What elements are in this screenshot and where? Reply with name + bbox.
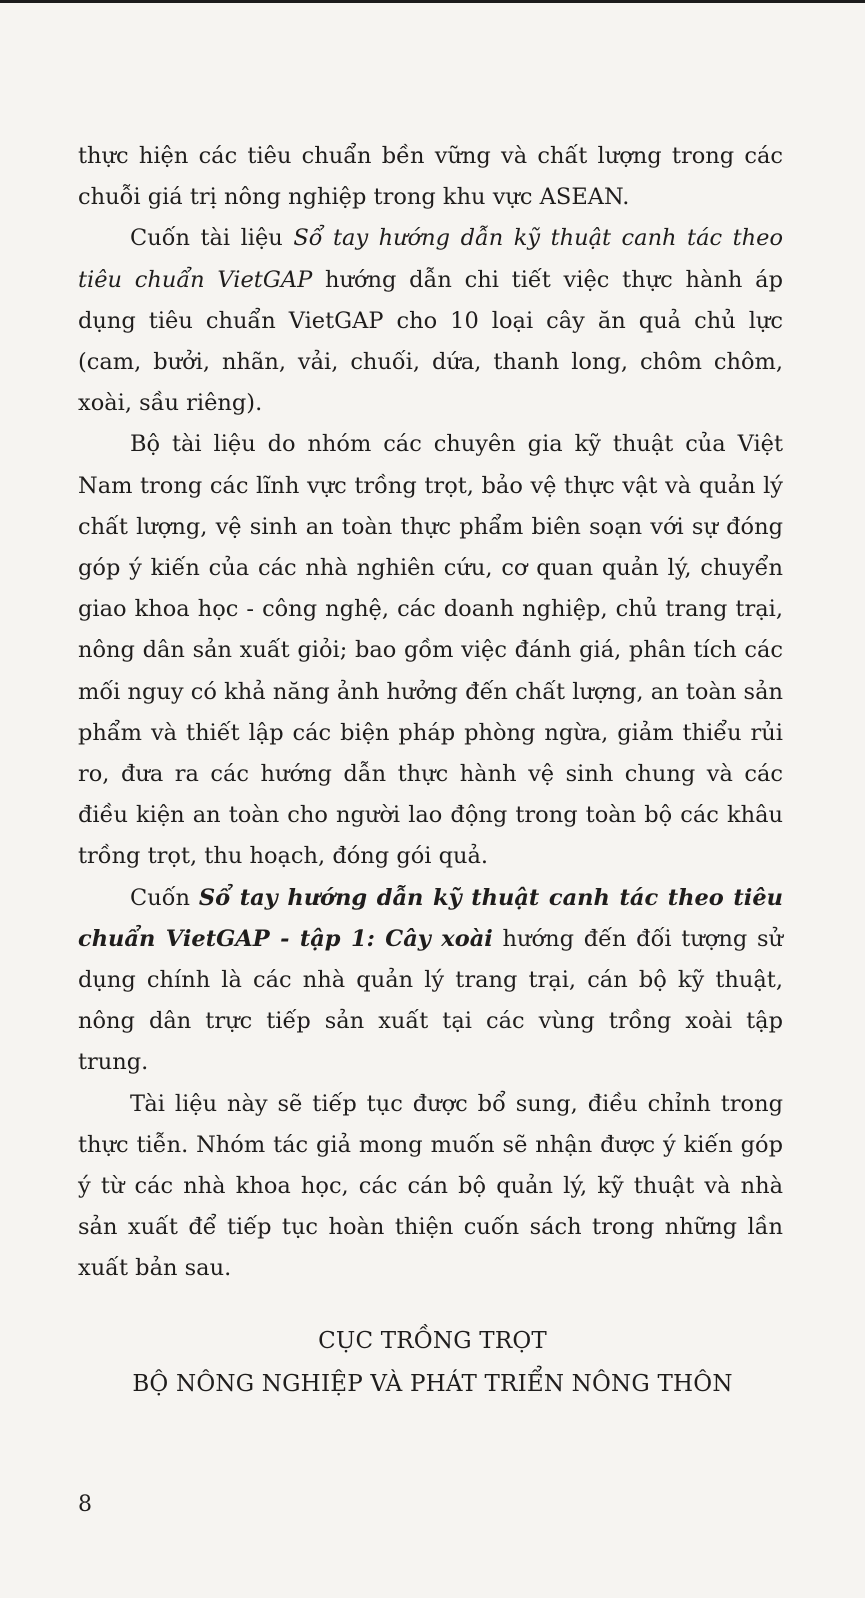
paragraph-continuation: thực hiện các tiêu chuẩn bền vững và chất lượng trong các chuỗi giá trị nông nghiệp trong khu vực ASEAN. bbox=[78, 143, 783, 211]
page-number: 8 bbox=[78, 1492, 92, 1517]
signature-department: CỤC TRỒNG TRỌT bbox=[318, 1328, 547, 1354]
paragraph-authors: Bộ tài liệu do nhóm các chuyên gia kỹ thuật của Việt Nam trong các lĩnh vực trồng trọt, bảo vệ thực vật và quản lý chất lượng, vệ sinh an toàn thực phẩm biên soạn với sự đóng góp ý kiến của các nhà nghiên cứu, cơ quan quản lý, chuyển giao khoa học - công nghệ, các doanh nghiệp, chủ trang trại, nông dân sản xuất giỏi; bao gồm việc đánh giá, phân tích các mối nguy có khả năng ảnh hưởng đến chất lượng, an toàn sản phẩm và thiết lập các biện pháp phòng ngừa, giảm thiểu rủi ro, đưa ra các hướng dẫn thực hành vệ sinh chung và các điều kiện an toàn cho người lao động trong toàn bộ các khâu trồng trọt, thu hoạch, đóng gói quả. bbox=[78, 431, 783, 870]
paragraph-rest: hướng đến đối tượng sử dụng chính là các nhà quản lý trang trại, cán bộ kỹ thuật, nông dân trực tiếp sản xuất tại các vùng trồng xoài tập trung. bbox=[78, 925, 783, 1076]
paragraph-volume-1 bbox=[78, 878, 783, 1084]
handbook-title: Sổ tay hướng dẫn kỹ thuật canh tác theo tiêu chuẩn VietGAP bbox=[78, 225, 783, 293]
paragraph-feedback: Tài liệu này sẽ tiếp tục được bổ sung, điều chỉnh trong thực tiễn. Nhóm tác giả mong muốn sẽ nhận được ý kiến góp ý từ các nhà khoa học, các cán bộ quản lý, kỹ thuật và nhà sản xuất để tiếp tục hoàn thiện cuốn sách trong những lần xuất bản sau. bbox=[78, 1090, 783, 1282]
top-edge-rule bbox=[0, 0, 865, 3]
volume-title: Sổ tay hướng dẫn kỹ thuật canh tác theo tiêu chuẩn VietGAP - tập 1: Cây xoài bbox=[78, 884, 783, 952]
page-body bbox=[78, 136, 783, 1290]
paragraph-lead: Cuốn tài liệu bbox=[130, 225, 294, 252]
paragraph-lead: Cuốn bbox=[130, 884, 199, 911]
signature-block bbox=[0, 1320, 865, 1406]
signature-ministry: BỘ NÔNG NGHIỆP VÀ PHÁT TRIỂN NÔNG THÔN bbox=[132, 1371, 733, 1397]
paragraph-handbook-intro bbox=[78, 218, 783, 424]
paragraph-rest: hướng dẫn chi tiết việc thực hành áp dụng tiêu chuẩn VietGAP cho 10 loại cây ăn quả chủ lực (cam, bưởi, nhãn, vải, chuối, dứa, thanh long, chôm chôm, xoài, sầu riêng). bbox=[78, 266, 784, 417]
